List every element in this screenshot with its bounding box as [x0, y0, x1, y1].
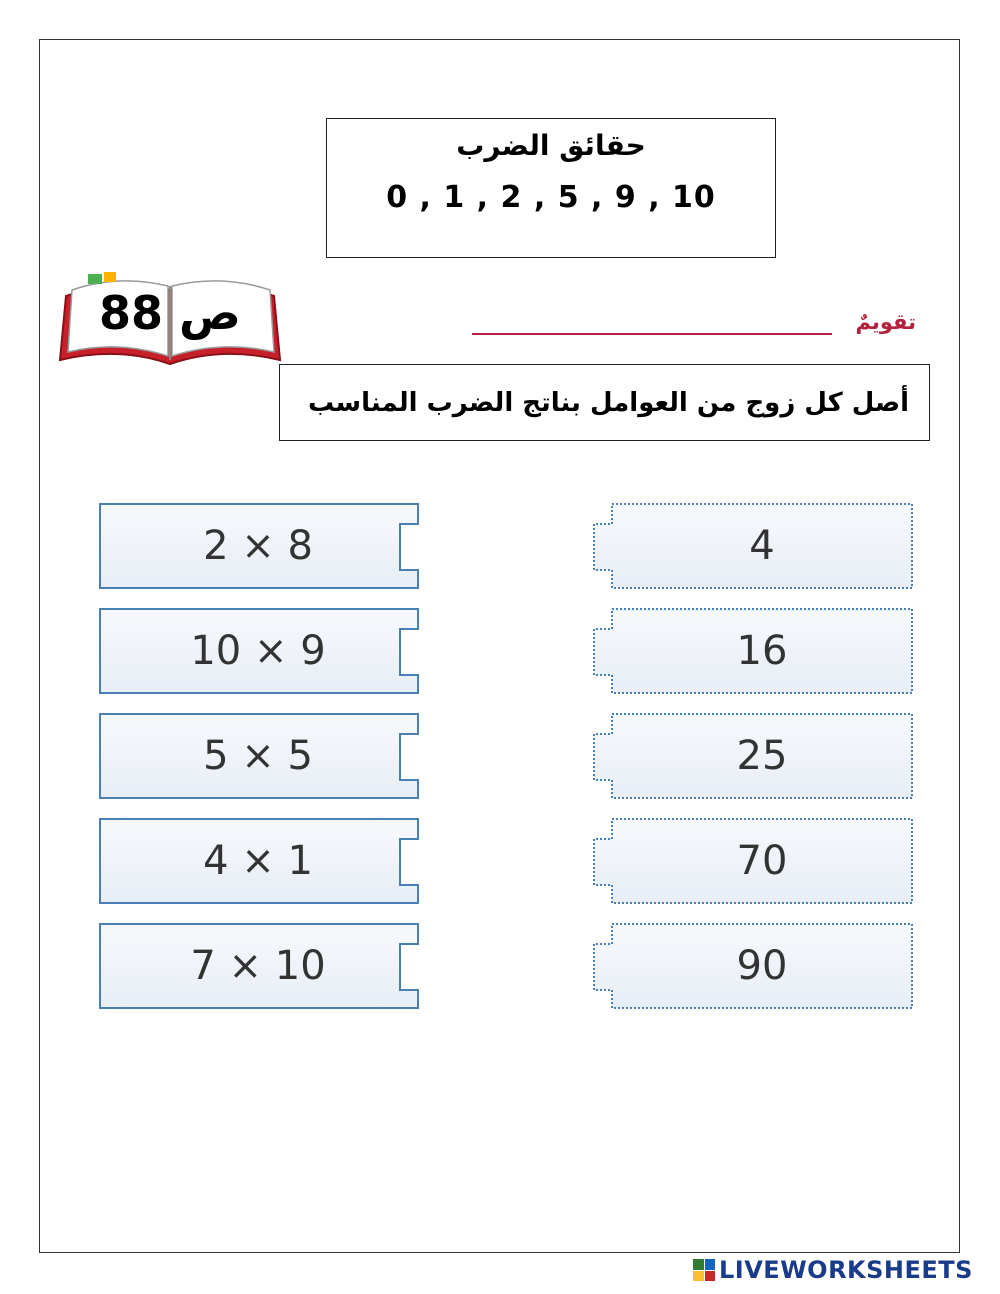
factor-pair-piece[interactable] [98, 922, 422, 1012]
section-divider [472, 333, 832, 335]
factor-pair-label: 5 × 5 [203, 733, 313, 779]
factor-pair-label: 7 × 10 [190, 943, 326, 989]
instruction-box [279, 364, 930, 441]
factor-pair-piece[interactable] [98, 502, 422, 592]
brand-logo [693, 1255, 973, 1285]
factor-pair-piece[interactable] [98, 817, 422, 907]
section-label: تقويمٌ [855, 310, 916, 334]
product-piece[interactable] [590, 817, 916, 907]
page-number-label: ص 88 [99, 286, 241, 340]
title-box [326, 118, 776, 258]
product-label: 4 [749, 523, 775, 569]
brand-name: LIVEWORKSHEETS [719, 1256, 973, 1284]
page-book-badge [58, 268, 282, 376]
product-piece[interactable] [590, 502, 916, 592]
factor-pair-label: 2 × 8 [203, 523, 313, 569]
factor-pair-piece[interactable] [98, 607, 422, 697]
product-piece[interactable] [590, 712, 916, 802]
product-label: 16 [736, 628, 788, 674]
product-label: 90 [736, 943, 788, 989]
product-label: 25 [736, 733, 788, 779]
product-label: 70 [736, 838, 788, 884]
factor-pair-piece[interactable] [98, 712, 422, 802]
instruction-text: أصل كل زوج من العوامل بناتج الضرب المناسب [308, 387, 909, 418]
product-piece[interactable] [590, 607, 916, 697]
facts-list: 10 , 9 , 5 , 2 , 1 , 0 [386, 180, 716, 215]
factor-pair-label: 10 × 9 [190, 628, 326, 674]
factor-pair-label: 4 × 1 [203, 838, 313, 884]
logo-grid-icon [693, 1259, 715, 1281]
product-piece[interactable] [590, 922, 916, 1012]
worksheet-title: حقائق الضرب [456, 129, 646, 162]
